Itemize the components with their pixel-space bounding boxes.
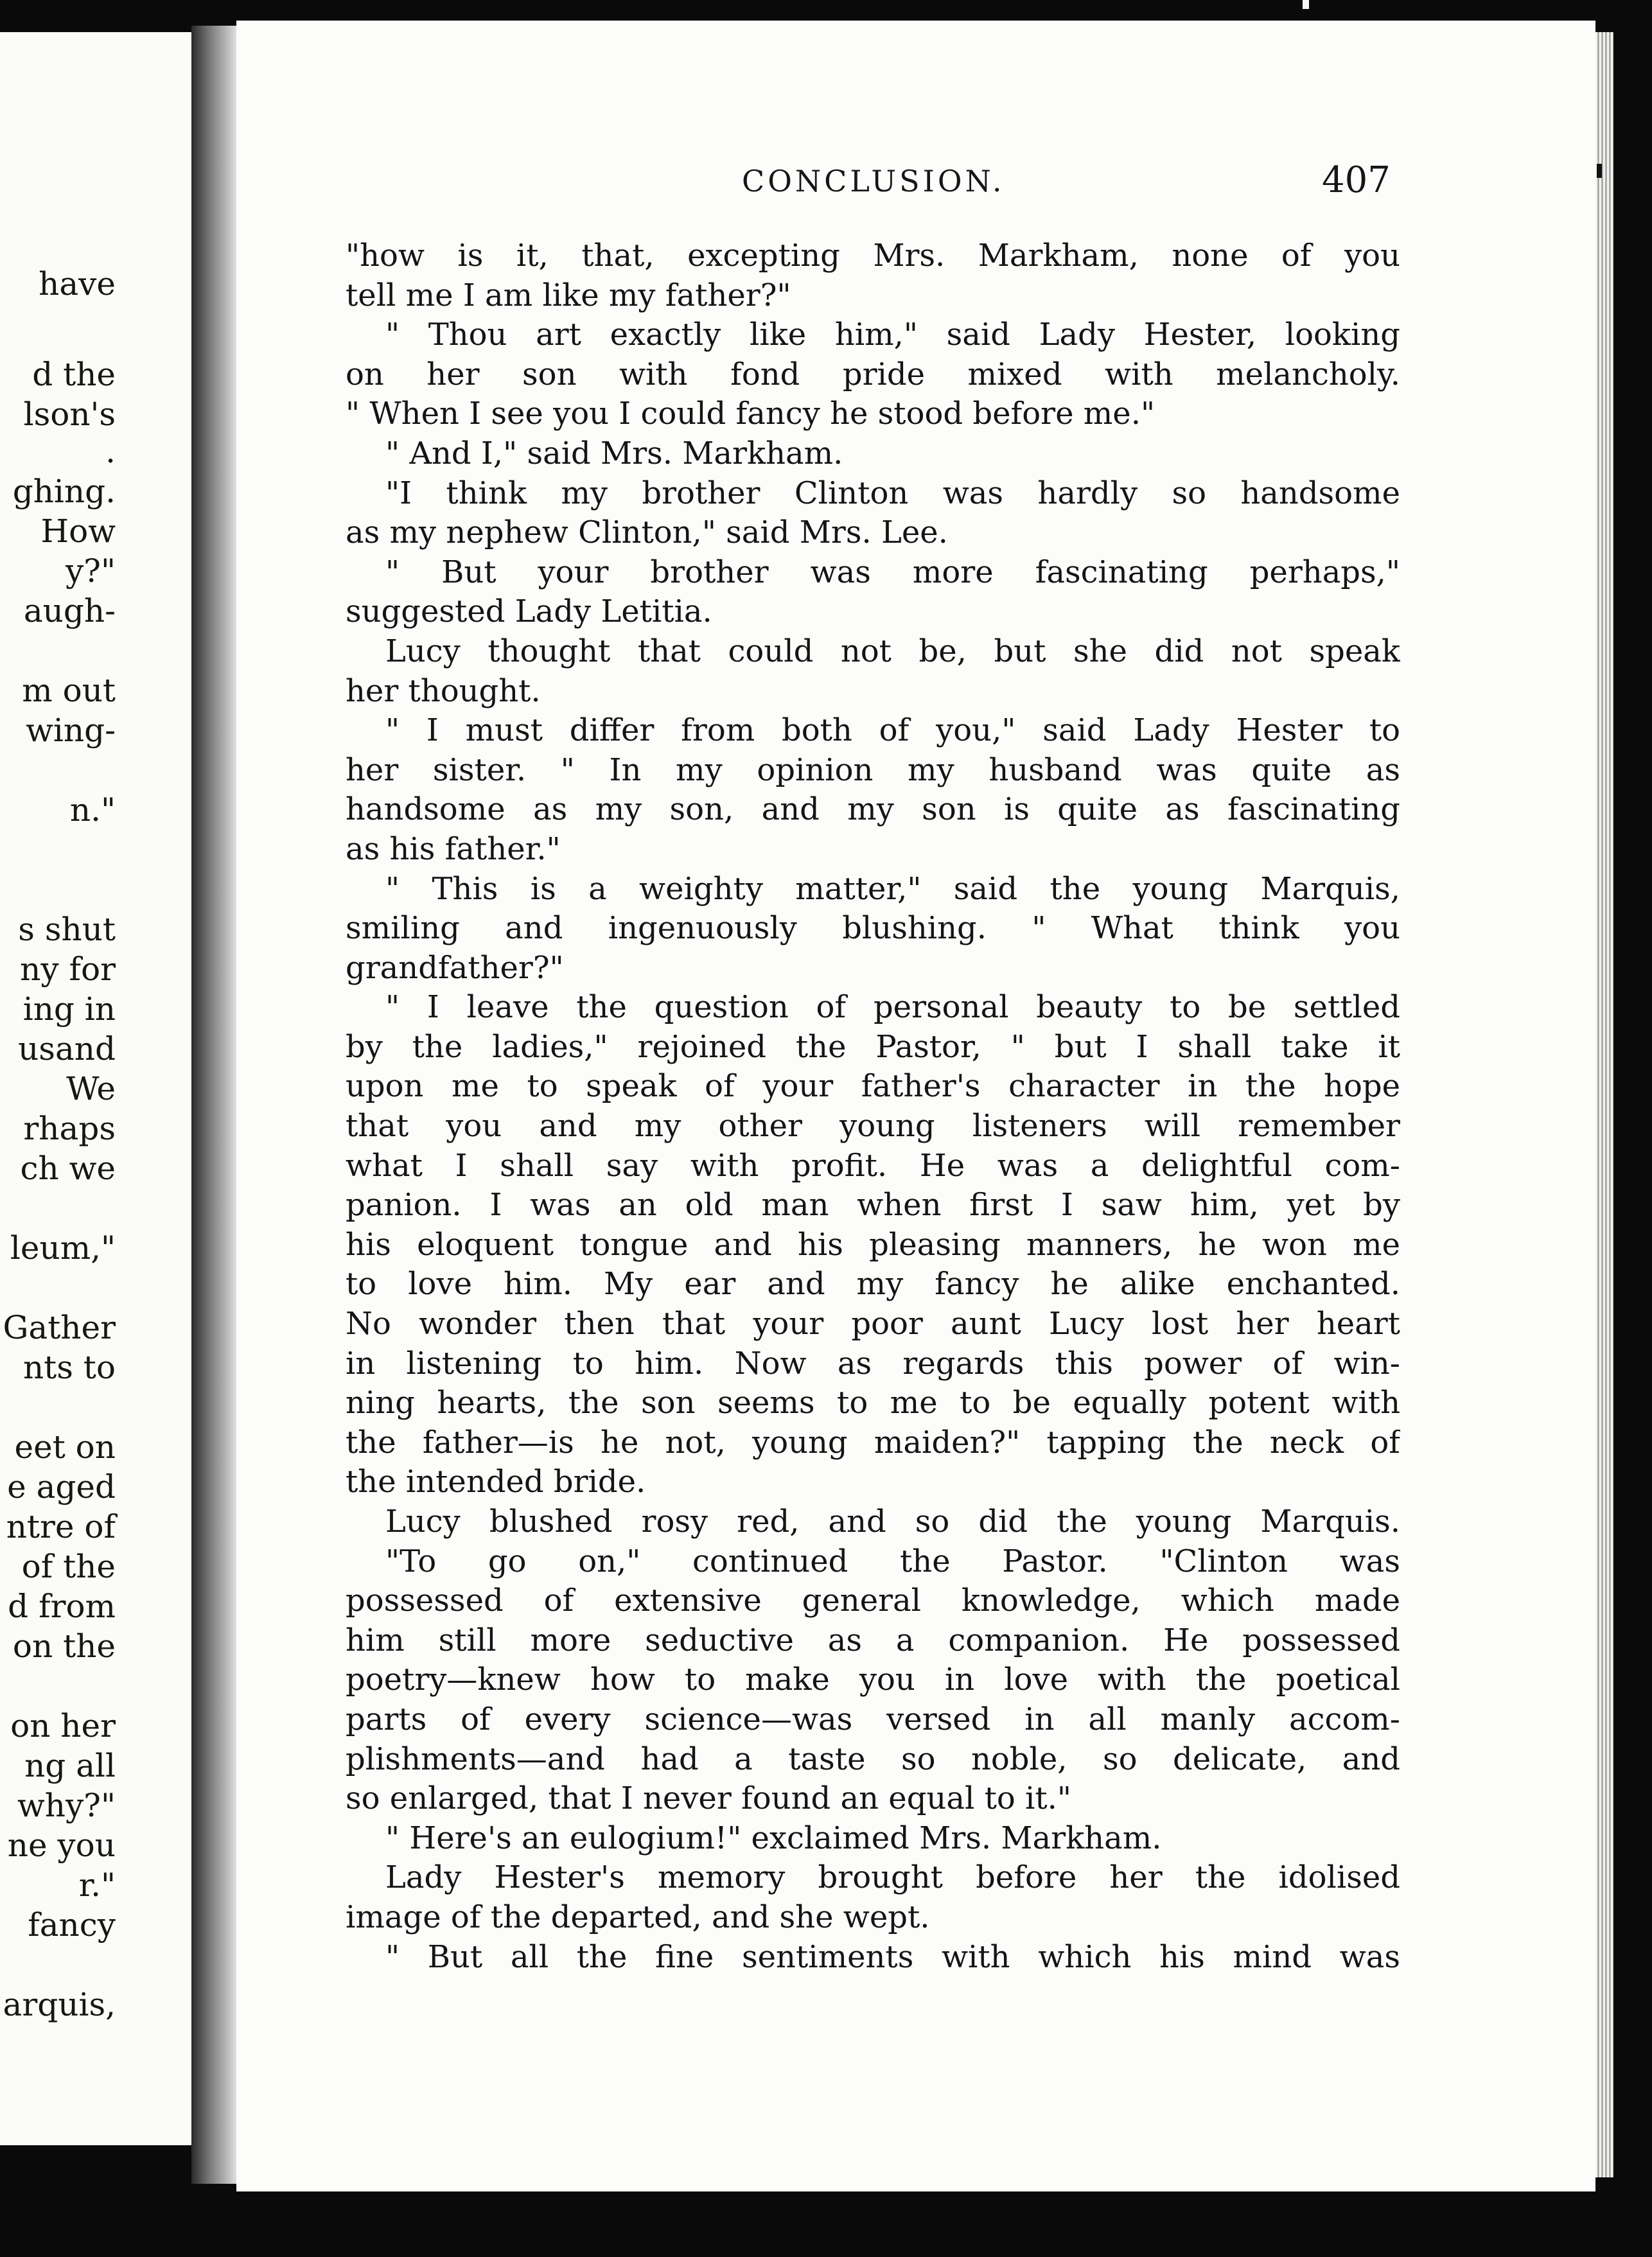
text-line: handsome as my son, and my son is quite as fascinating <box>346 791 1400 828</box>
text-line: tell me I am like my father?" <box>346 277 791 313</box>
left-page-fragment: ny for <box>20 951 116 988</box>
text-line: so enlarged, that I never found an equal to it." <box>346 1780 1071 1817</box>
text-line: grandfather?" <box>346 949 564 986</box>
text-line: parts of every science—was versed in all manly accom- <box>346 1701 1400 1737</box>
text-line: as his father." <box>346 830 561 867</box>
left-page-fragment: rhaps <box>23 1110 116 1147</box>
text-line: her sister. " In my opinion my husband was quite as <box>346 751 1400 788</box>
text-line: " Thou art exactly like him," said Lady Hester, looking <box>385 317 1400 353</box>
text-line: poetry—knew how to make you in love with the poetical <box>346 1662 1400 1698</box>
text-line: by the ladies," rejoined the Pastor, " but I shall take it <box>346 1028 1400 1065</box>
left-page-fragment: ch we <box>20 1150 116 1187</box>
text-line: "how is it, that, excepting Mrs. Markham, none of you <box>346 238 1400 274</box>
left-page-fragment: on the <box>12 1628 116 1665</box>
left-page-fragment: nts to <box>22 1349 116 1386</box>
text-line: No wonder then that your poor aunt Lucy lost her heart <box>346 1306 1400 1342</box>
text-line: him still more seductive as a companion. He possessed <box>346 1622 1400 1658</box>
text-line: "I think my brother Clinton was hardly so handsome <box>385 475 1400 511</box>
left-page-fragment: n." <box>69 791 116 829</box>
left-page-fragment: ghing. <box>12 473 116 510</box>
text-line: " Here's an eulogium!" exclaimed Mrs. Markham. <box>385 1820 1162 1856</box>
text-line: smiling and ingenuously blushing. " What think you <box>346 910 1400 947</box>
scan-speck <box>1303 0 1309 9</box>
book-gutter <box>191 26 238 2184</box>
left-page-fragment: ne you <box>7 1827 116 1864</box>
left-page-fragment: ng all <box>24 1747 116 1784</box>
scan-speck <box>1597 164 1602 178</box>
left-page-fragment: on her <box>10 1707 116 1744</box>
running-head: CONCLUSION. <box>742 164 1005 198</box>
page-edges <box>1595 32 1613 2177</box>
body-text <box>346 236 1400 1977</box>
text-line: her thought. <box>346 672 541 709</box>
left-page-fragment: fancy <box>28 1906 116 1944</box>
left-page-fragment: m out <box>22 672 116 709</box>
left-page-fragment: eet on <box>14 1428 116 1466</box>
text-line: what I shall say with profit. He was a delightful com- <box>346 1147 1400 1184</box>
text-line: plishments—and had a taste so noble, so delicate, and <box>346 1741 1400 1777</box>
text-line: " And I," said Mrs. Markham. <box>385 435 843 471</box>
left-page-fragment: ntre of <box>6 1508 116 1545</box>
left-page-fragment: Gather <box>3 1309 116 1346</box>
text-line: the intended bride. <box>346 1464 646 1500</box>
left-page-fragment: . <box>105 433 116 470</box>
left-page-fragment: arquis, <box>3 1986 116 2023</box>
text-line: panion. I was an old man when first I saw him, yet by <box>346 1187 1400 1224</box>
left-page-fragment: why?" <box>17 1787 116 1824</box>
text-line: "To go on," continued the Pastor. "Clinton was <box>385 1543 1400 1579</box>
text-line: " This is a weighty matter," said the young Marquis, <box>385 870 1400 907</box>
text-line: Lady Hester's memory brought before her the idolised <box>385 1859 1400 1896</box>
left-page-fragment: lson's <box>23 396 116 433</box>
left-page-fragment: How <box>40 513 116 550</box>
left-page-fragment: d from <box>8 1588 116 1625</box>
left-page-fragment: s shut <box>18 911 116 948</box>
text-line: Lucy blushed rosy red, and so did the young Marquis. <box>385 1504 1400 1540</box>
left-page-fragment: leum," <box>10 1229 116 1267</box>
left-page-fragment: usand <box>18 1030 116 1067</box>
text-line: " But all the fine sentiments with which his mind was <box>385 1938 1400 1975</box>
left-page-fragment: We <box>66 1070 116 1107</box>
text-line: as my nephew Clinton," said Mrs. Lee. <box>346 514 948 551</box>
text-line: " When I see you I could fancy he stood before me." <box>346 396 1156 432</box>
text-line: " But your brother was more fascinating perhaps," <box>385 554 1400 590</box>
text-line: upon me to speak of your father's character in the hope <box>346 1068 1400 1105</box>
text-line: Lucy thought that could not be, but she did not speak <box>385 633 1400 669</box>
left-page-fragment: of the <box>21 1548 116 1585</box>
left-page <box>0 32 193 2145</box>
left-page-fragment: e aged <box>7 1468 116 1506</box>
text-line: the father—is he not, young maiden?" tapping the neck of <box>346 1424 1400 1461</box>
text-line: on her son with fond pride mixed with melancholy. <box>346 356 1400 392</box>
left-page-fragment: y?" <box>65 552 116 590</box>
text-line: to love him. My ear and my fancy he alike enchanted. <box>346 1266 1400 1303</box>
text-line: image of the departed, and she wept. <box>346 1899 930 1935</box>
text-line: his eloquent tongue and his pleasing manners, he won me <box>346 1226 1400 1263</box>
left-page-fragment: wing- <box>26 712 116 749</box>
page-number: 407 <box>1322 159 1391 201</box>
left-page-fragment: have <box>39 265 116 303</box>
text-line: possessed of extensive general knowledge, which made <box>346 1583 1400 1619</box>
text-line: that you and my other young listeners will remember <box>346 1108 1400 1145</box>
left-page-fragment: ing in <box>22 990 116 1028</box>
text-line: ning hearts, the son seems to me to be equally potent with <box>346 1385 1400 1421</box>
left-page-fragment: r." <box>78 1866 116 1904</box>
left-page-fragment: augh- <box>23 592 116 629</box>
text-line: " I must differ from both of you," said Lady Hester to <box>385 712 1400 749</box>
text-line: in listening to him. Now as regards this power of win- <box>346 1345 1400 1382</box>
text-line: " I leave the question of personal beauty to be settled <box>385 989 1400 1026</box>
left-page-fragment: d the <box>32 356 116 393</box>
text-line: suggested Lady Letitia. <box>346 593 712 630</box>
